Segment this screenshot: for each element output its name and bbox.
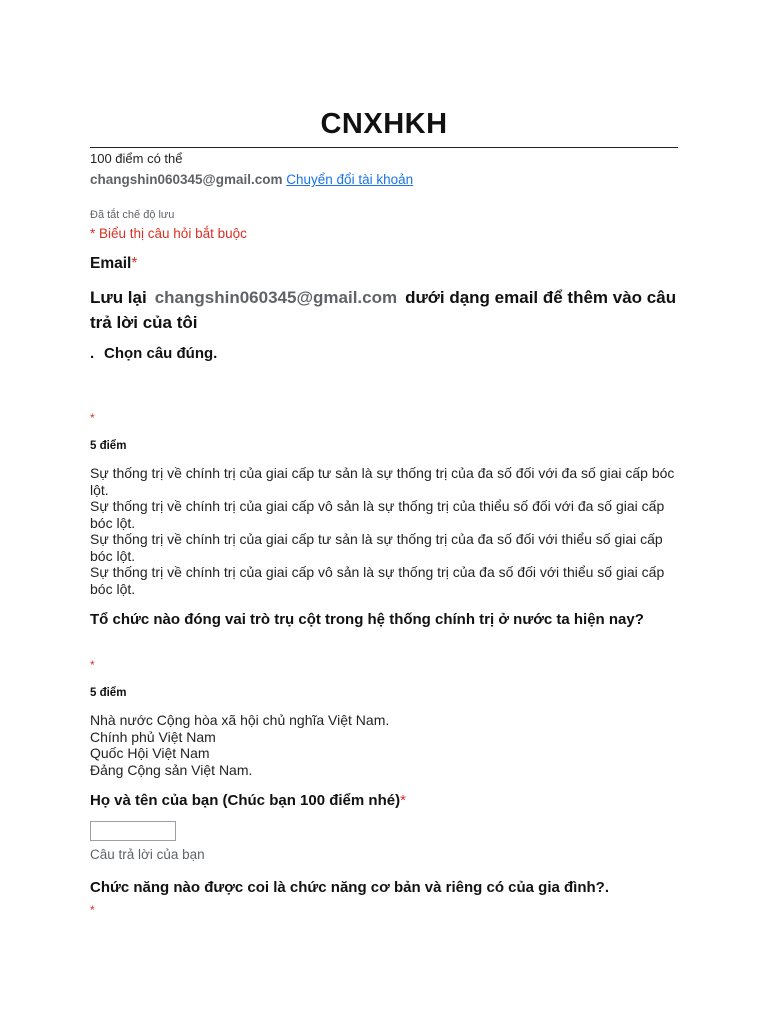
q1-required-star: *	[90, 411, 95, 425]
switch-account-link[interactable]: Chuyển đổi tài khoản	[286, 172, 414, 187]
account-line	[90, 172, 413, 187]
save-email-option[interactable]	[90, 285, 678, 335]
name-input[interactable]	[90, 821, 176, 841]
q1-prompt-dot: .	[90, 345, 95, 362]
q1-option-3[interactable]: Sự thống trị về chính trị của giai cấp tư sản là sự thống trị của đa số đối với thiểu số giai cấp bóc lột.	[90, 531, 663, 564]
q2-option-4[interactable]: Đảng Cộng sản Việt Nam.	[90, 761, 253, 778]
email-heading	[90, 255, 137, 273]
title-divider	[90, 147, 678, 148]
q1-prompt-text: Chọn câu đúng.	[104, 345, 218, 362]
q3-question	[90, 789, 678, 813]
autosave-status: Đã tắt chế độ lưu	[90, 209, 175, 221]
required-note: * Biểu thị câu hỏi bắt buộc	[90, 226, 247, 241]
q2-question: Tổ chức nào đóng vai trò trụ cột trong hệ thống chính trị ở nước ta hiện nay?	[90, 611, 644, 628]
q1-points: 5 điểm	[90, 440, 127, 452]
required-star: *	[131, 255, 138, 272]
form-title: CNXHKH	[320, 108, 448, 140]
q2-option-2[interactable]: Chính phủ Việt Nam	[90, 728, 216, 745]
q4-required-star: *	[90, 903, 95, 917]
q4-question: Chức năng nào được coi là chức năng cơ bản và riêng có của gia đình?.	[90, 879, 610, 896]
q1-option-1[interactable]: Sự thống trị về chính trị của giai cấp tư sản là sự thống trị của đa số đối với đa số giai cấp bóc lột.	[90, 465, 675, 498]
answer-hint: Câu trả lời của bạn	[90, 847, 205, 862]
q1-prompt	[90, 345, 217, 362]
q2-option-3[interactable]: Quốc Hội Việt Nam	[90, 745, 210, 761]
save-email-address: changshin060345@gmail.com	[154, 288, 398, 307]
q1-option-4[interactable]: Sự thống trị về chính trị của giai cấp vô sản là sự thống trị của đa số đối với thiểu số giai cấp bóc lột.	[90, 564, 665, 597]
save-prefix: Lưu lại	[90, 288, 147, 307]
account-email: changshin060345@gmail.com	[90, 172, 283, 187]
email-heading-label: Email	[90, 255, 132, 272]
points-possible: 100 điểm có thể	[90, 151, 183, 166]
q3-question-text: Họ và tên của bạn (Chúc bạn 100 điểm nhé)	[90, 792, 401, 809]
save-suffix: dưới dạng email để thêm vào câu trả lời của tôi	[90, 288, 677, 332]
q1-option-2[interactable]: Sự thống trị về chính trị của giai cấp vô sản là sự thống trị của thiểu số đối với đa số giai cấp bóc lột.	[90, 498, 665, 531]
q2-points: 5 điểm	[90, 687, 127, 699]
q2-required-star: *	[90, 658, 95, 672]
q2-option-1[interactable]: Nhà nước Cộng hòa xã hội chủ nghĩa Việt Nam.	[90, 712, 390, 728]
q2-options	[90, 712, 678, 778]
q1-options	[90, 465, 678, 597]
q3-required-star: *	[400, 792, 406, 809]
